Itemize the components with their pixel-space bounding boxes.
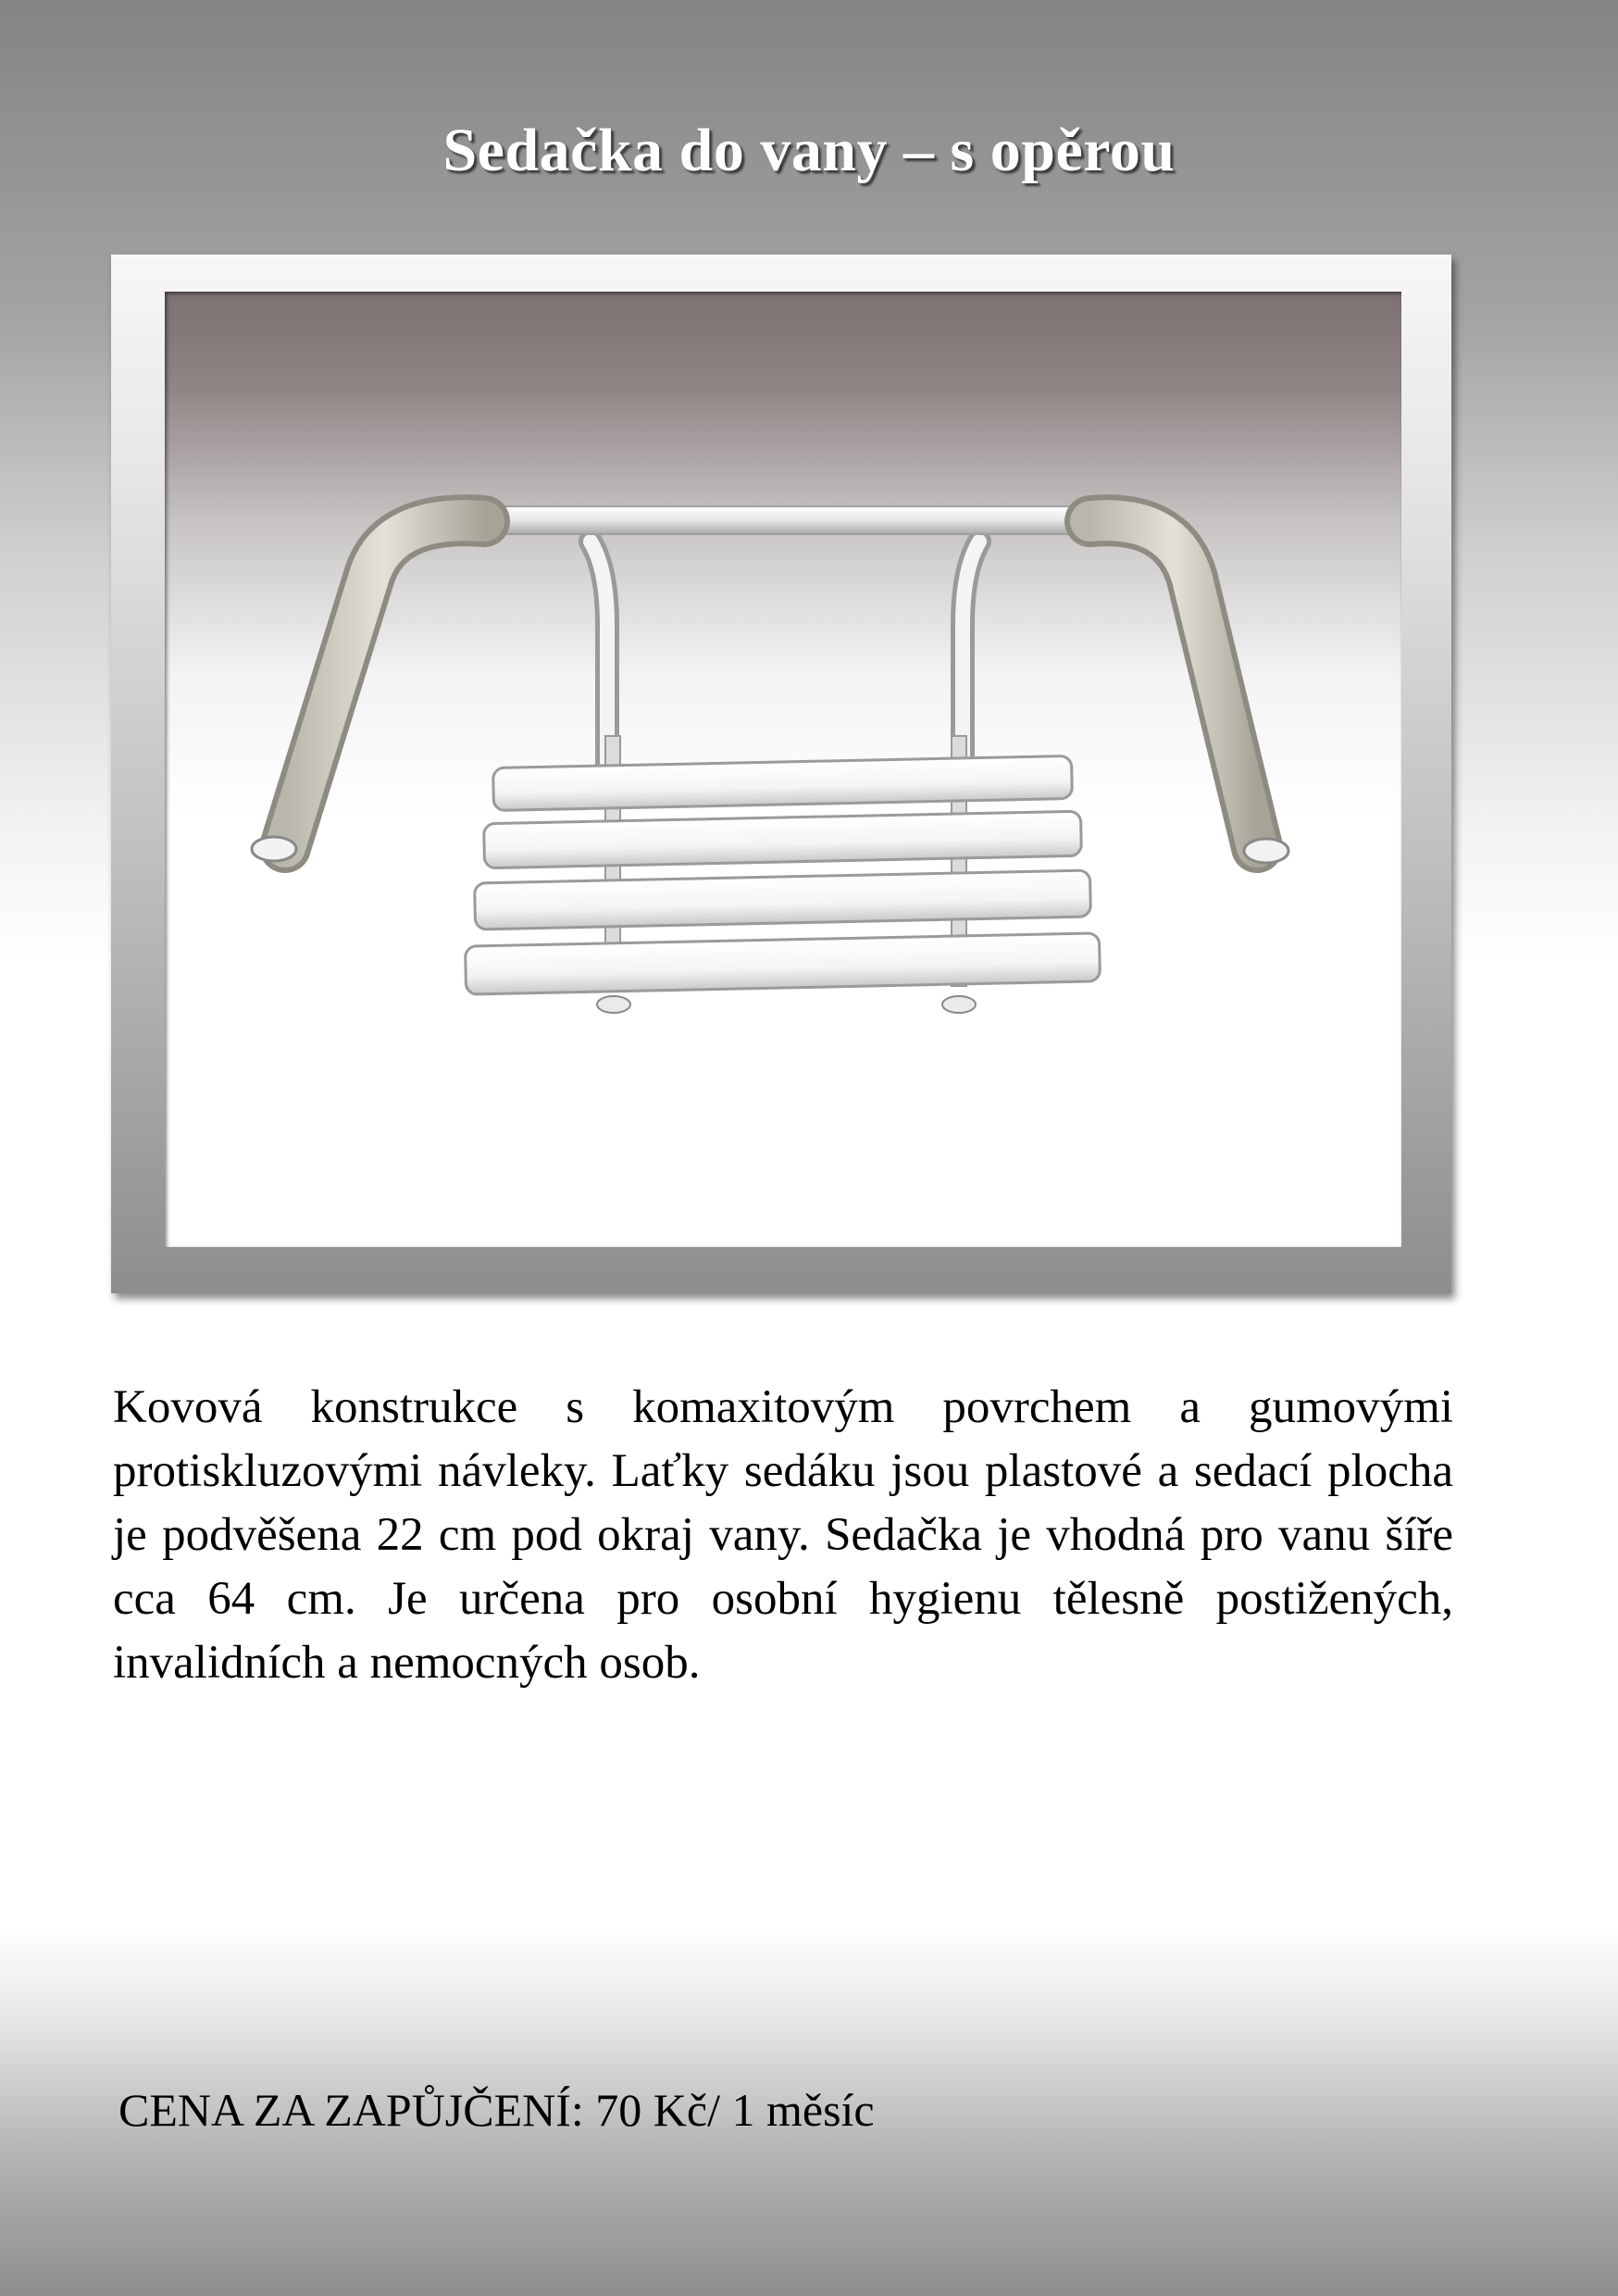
page-title: Sedačka do vany – s opěrou: [442, 117, 1176, 184]
bath-seat-illustration: [165, 292, 1401, 1247]
rental-price: CENA ZA ZAPŮJČENÍ: 70 Kč/ 1 měsíc: [118, 2084, 875, 2136]
product-photo: [165, 292, 1401, 1247]
product-description: Kovová konstrukce s komaxitovým povrchem a gumovými protiskluzovými návleky. Laťky sedáku jsou plastové a sedací plocha je podvěšena 22 cm pod okraj vany. Sedačka je vhodná pro vanu šíře cca 64 cm. Je určena pro osobní hygienu tělesně postižených, invalidních a nemocných osob.: [113, 1381, 1453, 1689]
photo-frame: [111, 255, 1451, 1293]
